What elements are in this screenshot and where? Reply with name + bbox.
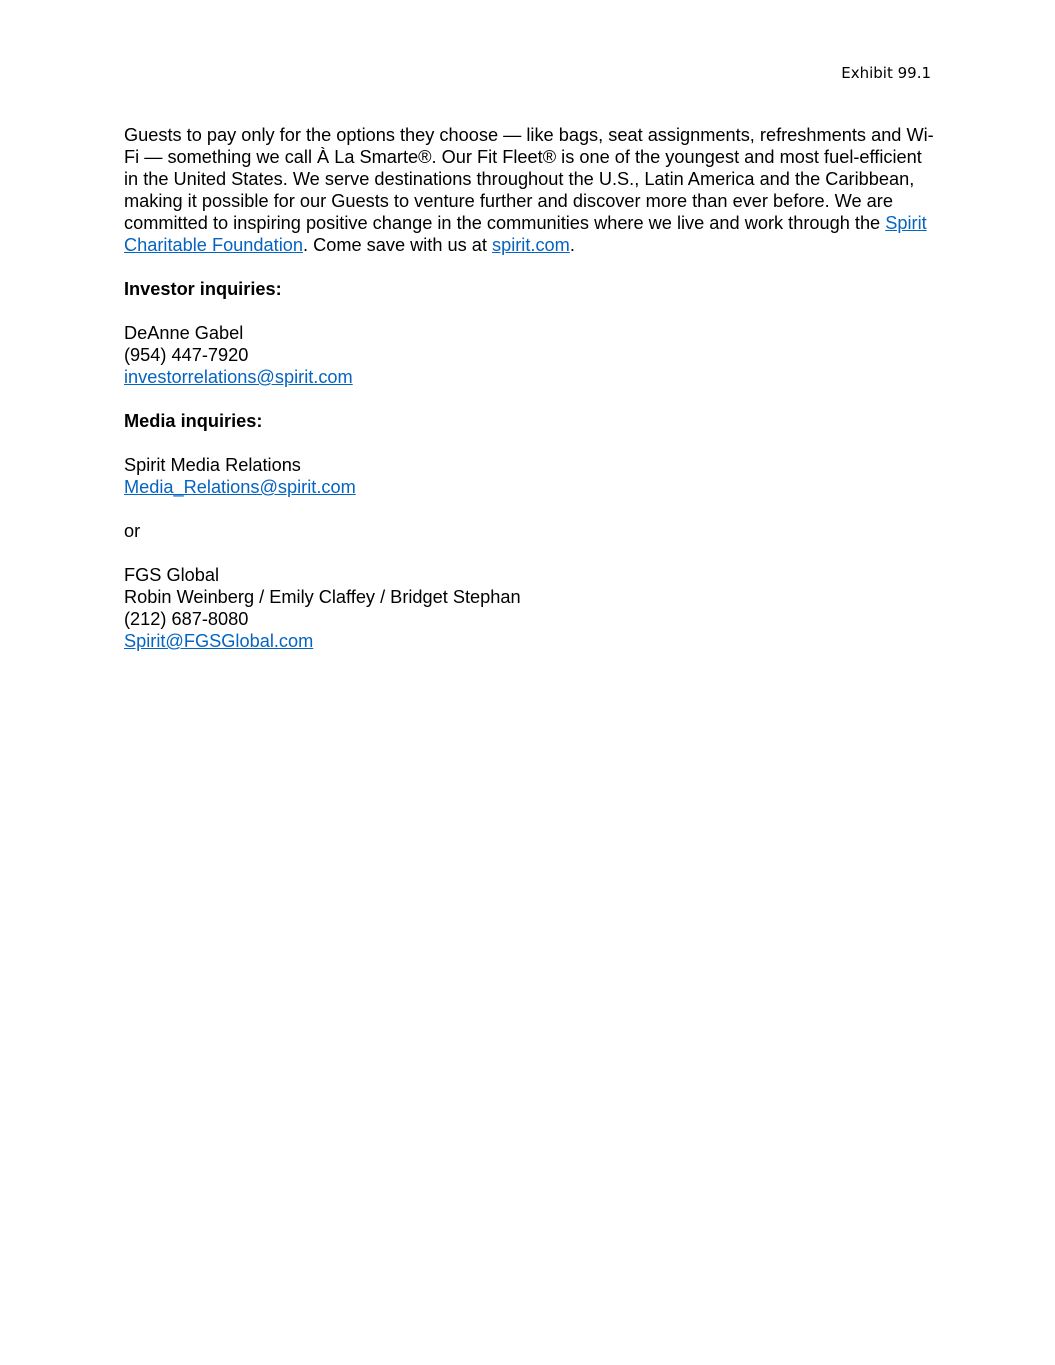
agency-phone: (212) 687-8080 bbox=[124, 609, 249, 629]
media-email-link[interactable]: Media_Relations@spirit.com bbox=[124, 477, 356, 497]
media-name: Spirit Media Relations bbox=[124, 455, 301, 475]
exhibit-label: Exhibit 99.1 bbox=[841, 64, 931, 82]
investor-phone: (954) 447-7920 bbox=[124, 345, 249, 365]
intro-text-2: . Come save with us at bbox=[302, 235, 492, 255]
document-body bbox=[124, 124, 934, 674]
media-heading: Media inquiries: bbox=[124, 411, 263, 431]
agency-contacts: Robin Weinberg / Emily Claffey / Bridget Stephan bbox=[124, 587, 521, 607]
agency-contact bbox=[124, 564, 934, 652]
media-contact bbox=[124, 454, 934, 498]
intro-paragraph bbox=[124, 124, 934, 256]
website-link[interactable]: spirit.com bbox=[492, 235, 570, 255]
investor-name: DeAnne Gabel bbox=[124, 323, 244, 343]
or-separator: or bbox=[124, 521, 141, 541]
investor-email-link[interactable]: investorrelations@spirit.com bbox=[124, 367, 353, 387]
agency-name: FGS Global bbox=[124, 565, 220, 585]
investor-contact bbox=[124, 322, 934, 388]
investor-heading: Investor inquiries: bbox=[124, 279, 282, 299]
intro-text-1: Guests to pay only for the options they choose — like bags, seat assignments, refreshments and Wi-Fi — something we call À La Smarte®. Our Fit Fleet® is one of the youngest and most fuel-efficient in the United States. We serve destinations throughout the U.S., Latin America and the Caribbean, making it possible for our Guests to venture further and discover more than ever before. We are committed to inspiring positive change in the communities where we live and work through the bbox=[124, 125, 934, 233]
agency-email-link[interactable]: Spirit@FGSGlobal.com bbox=[124, 631, 314, 651]
foundation-link[interactable]: Spirit Charitable Foundation bbox=[124, 213, 927, 255]
intro-text-3: . bbox=[569, 235, 575, 255]
